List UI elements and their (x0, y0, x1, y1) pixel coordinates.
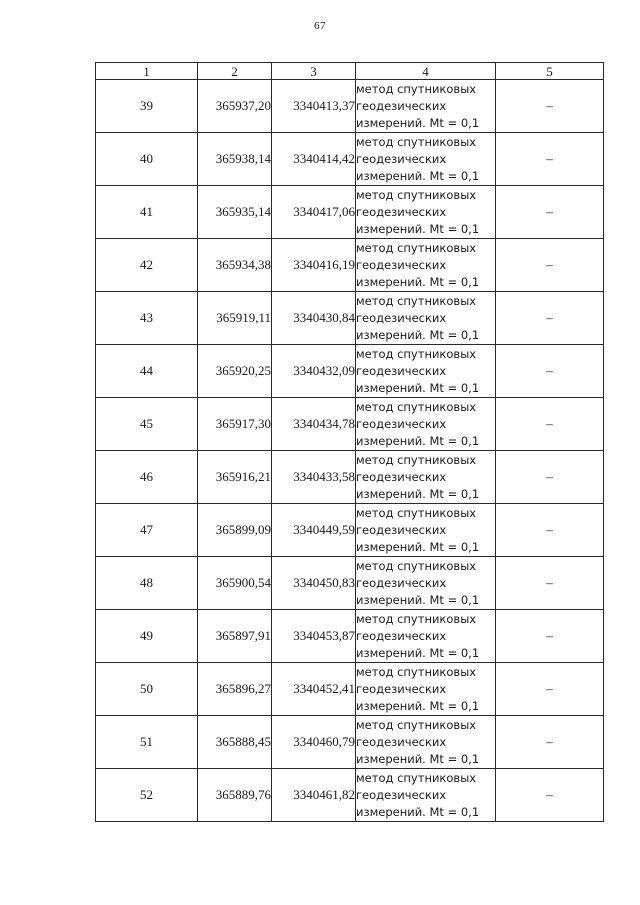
x-coordinate-cell: 365935,14 (198, 186, 272, 239)
y-coordinate-cell: 3340449,59 (272, 504, 356, 557)
y-coordinate-cell: 3340414,42 (272, 133, 356, 186)
header-col-4: 4 (356, 63, 496, 80)
note-cell: – (496, 504, 604, 557)
method-line-1: метод спутниковых (356, 770, 477, 785)
method-line-2: геодезических (356, 575, 447, 590)
point-number-cell: 43 (96, 292, 198, 345)
x-coordinate-cell: 365897,91 (198, 610, 272, 663)
point-number-cell: 46 (96, 451, 198, 504)
method-line-3: измерений. Mt = 0,1 (356, 539, 480, 554)
x-coordinate-cell: 365896,27 (198, 663, 272, 716)
header-col-3: 3 (272, 63, 356, 80)
point-number-cell: 49 (96, 610, 198, 663)
x-coordinate-cell: 365888,45 (198, 716, 272, 769)
method-cell (356, 186, 496, 239)
note-cell: – (496, 769, 604, 822)
method-line-3: измерений. Mt = 0,1 (356, 751, 480, 766)
note-cell: – (496, 133, 604, 186)
point-number-cell: 44 (96, 345, 198, 398)
y-coordinate-cell: 3340450,83 (272, 557, 356, 610)
header-col-1: 1 (96, 63, 198, 80)
point-number-cell: 51 (96, 716, 198, 769)
x-coordinate-cell: 365919,11 (198, 292, 272, 345)
y-coordinate-cell: 3340417,06 (272, 186, 356, 239)
method-line-1: метод спутниковых (356, 399, 477, 414)
method-cell (356, 504, 496, 557)
method-cell (356, 292, 496, 345)
method-cell (356, 345, 496, 398)
method-line-2: геодезических (356, 681, 447, 696)
method-line-1: метод спутниковых (356, 505, 477, 520)
method-line-3: измерений. Mt = 0,1 (356, 221, 480, 236)
method-line-3: измерений. Mt = 0,1 (356, 168, 480, 183)
method-line-1: метод спутниковых (356, 187, 477, 202)
x-coordinate-cell: 365937,20 (198, 80, 272, 133)
method-line-2: геодезических (356, 522, 447, 537)
header-col-5: 5 (496, 63, 604, 80)
point-number-cell: 42 (96, 239, 198, 292)
x-coordinate-cell: 365900,54 (198, 557, 272, 610)
coordinates-table (95, 62, 604, 822)
method-line-2: геодезических (356, 98, 447, 113)
method-line-3: измерений. Mt = 0,1 (356, 592, 480, 607)
method-line-2: геодезических (356, 628, 447, 643)
table-body (96, 80, 604, 822)
method-line-3: измерений. Mt = 0,1 (356, 274, 480, 289)
method-line-2: геодезических (356, 416, 447, 431)
point-number-cell: 47 (96, 504, 198, 557)
method-line-2: геодезических (356, 469, 447, 484)
x-coordinate-cell: 365917,30 (198, 398, 272, 451)
method-cell (356, 663, 496, 716)
y-coordinate-cell: 3340453,87 (272, 610, 356, 663)
method-line-2: геодезических (356, 310, 447, 325)
table-row (96, 80, 604, 133)
method-line-1: метод спутниковых (356, 717, 477, 732)
method-line-1: метод спутниковых (356, 81, 477, 96)
table-header (96, 63, 604, 80)
method-line-1: метод спутниковых (356, 558, 477, 573)
point-number-cell: 45 (96, 398, 198, 451)
y-coordinate-cell: 3340432,09 (272, 345, 356, 398)
point-number-cell: 40 (96, 133, 198, 186)
method-cell (356, 133, 496, 186)
table-row (96, 504, 604, 557)
method-line-3: измерений. Mt = 0,1 (356, 698, 480, 713)
y-coordinate-cell: 3340460,79 (272, 716, 356, 769)
table-row (96, 610, 604, 663)
table-row (96, 716, 604, 769)
y-coordinate-cell: 3340452,41 (272, 663, 356, 716)
method-line-1: метод спутниковых (356, 293, 477, 308)
point-number-cell: 52 (96, 769, 198, 822)
header-col-2: 2 (198, 63, 272, 80)
page-number: 67 (314, 20, 326, 32)
x-coordinate-cell: 365899,09 (198, 504, 272, 557)
method-line-3: измерений. Mt = 0,1 (356, 804, 480, 819)
table-row (96, 345, 604, 398)
method-line-3: измерений. Mt = 0,1 (356, 433, 480, 448)
method-line-1: метод спутниковых (356, 452, 477, 467)
note-cell: – (496, 292, 604, 345)
method-line-2: геодезических (356, 363, 447, 378)
y-coordinate-cell: 3340413,37 (272, 80, 356, 133)
x-coordinate-cell: 365934,38 (198, 239, 272, 292)
method-cell (356, 239, 496, 292)
method-cell (356, 769, 496, 822)
x-coordinate-cell: 365889,76 (198, 769, 272, 822)
y-coordinate-cell: 3340433,58 (272, 451, 356, 504)
method-line-2: геодезических (356, 204, 447, 219)
method-line-1: метод спутниковых (356, 134, 477, 149)
point-number-cell: 50 (96, 663, 198, 716)
point-number-cell: 48 (96, 557, 198, 610)
method-line-2: геодезических (356, 787, 447, 802)
y-coordinate-cell: 3340461,82 (272, 769, 356, 822)
table-row (96, 663, 604, 716)
method-cell (356, 557, 496, 610)
table-row (96, 451, 604, 504)
method-cell (356, 451, 496, 504)
method-cell (356, 610, 496, 663)
note-cell: – (496, 610, 604, 663)
table-row (96, 186, 604, 239)
y-coordinate-cell: 3340430,84 (272, 292, 356, 345)
method-line-3: измерений. Mt = 0,1 (356, 380, 480, 395)
y-coordinate-cell: 3340416,19 (272, 239, 356, 292)
method-cell (356, 716, 496, 769)
note-cell: – (496, 80, 604, 133)
method-line-3: измерений. Mt = 0,1 (356, 327, 480, 342)
method-line-3: измерений. Mt = 0,1 (356, 486, 480, 501)
note-cell: – (496, 239, 604, 292)
method-line-2: геодезических (356, 257, 447, 272)
note-cell: – (496, 345, 604, 398)
table-row (96, 557, 604, 610)
note-cell: – (496, 186, 604, 239)
note-cell: – (496, 398, 604, 451)
method-line-1: метод спутниковых (356, 664, 477, 679)
table-row (96, 292, 604, 345)
note-cell: – (496, 663, 604, 716)
method-cell (356, 398, 496, 451)
method-line-2: геодезических (356, 151, 447, 166)
method-line-1: метод спутниковых (356, 611, 477, 626)
table-row (96, 133, 604, 186)
method-line-2: геодезических (356, 734, 447, 749)
x-coordinate-cell: 365938,14 (198, 133, 272, 186)
point-number-cell: 41 (96, 186, 198, 239)
note-cell: – (496, 557, 604, 610)
table-row (96, 239, 604, 292)
method-line-1: метод спутниковых (356, 240, 477, 255)
x-coordinate-cell: 365916,21 (198, 451, 272, 504)
note-cell: – (496, 451, 604, 504)
point-number-cell: 39 (96, 80, 198, 133)
method-line-1: метод спутниковых (356, 346, 477, 361)
x-coordinate-cell: 365920,25 (198, 345, 272, 398)
header-row (96, 63, 604, 80)
y-coordinate-cell: 3340434,78 (272, 398, 356, 451)
table-row (96, 769, 604, 822)
method-line-3: измерений. Mt = 0,1 (356, 645, 480, 660)
table-row (96, 398, 604, 451)
method-line-3: измерений. Mt = 0,1 (356, 115, 480, 130)
note-cell: – (496, 716, 604, 769)
method-cell (356, 80, 496, 133)
